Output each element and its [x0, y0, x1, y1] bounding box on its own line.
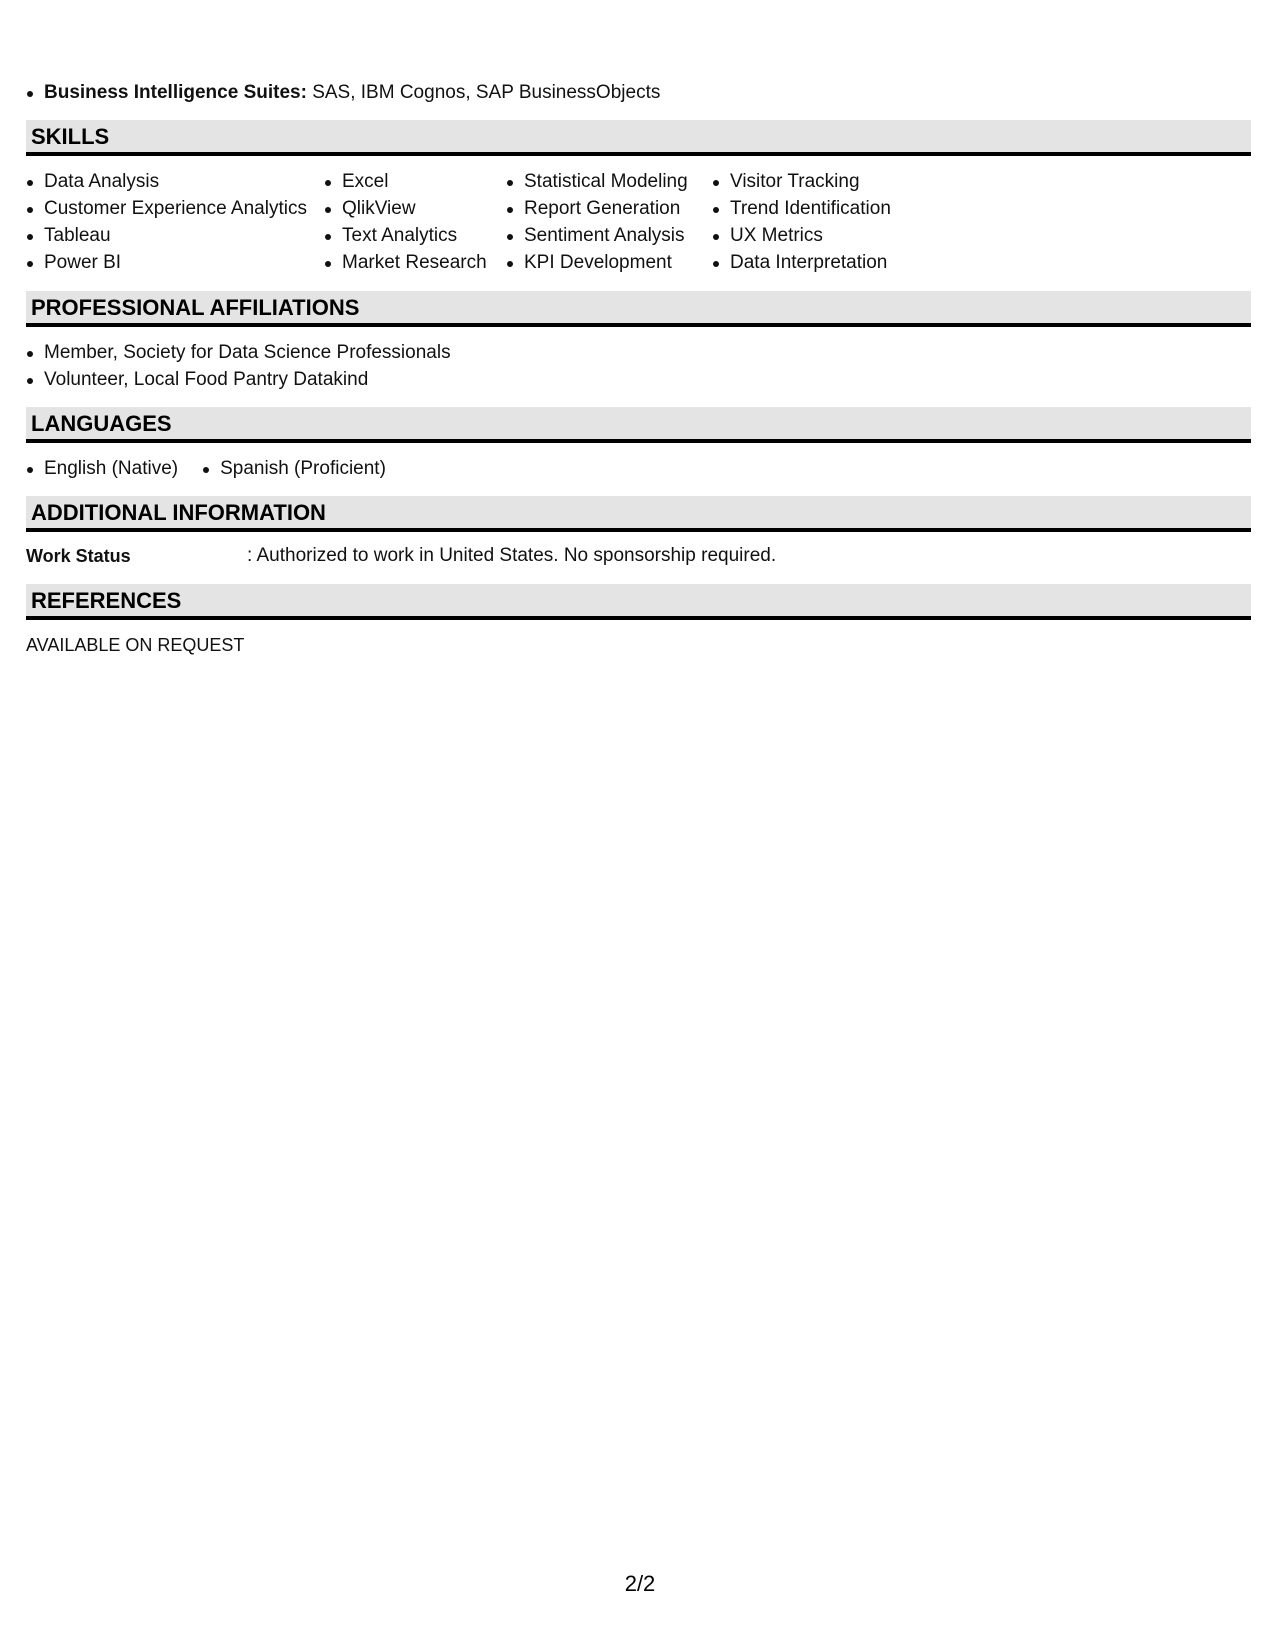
- skills-column-4: [712, 168, 891, 276]
- bi-suites-item: [26, 79, 660, 106]
- skill-item: KPI Development: [506, 249, 688, 276]
- skill-item: Data Analysis: [26, 168, 307, 195]
- page-number: 2/2: [624, 1571, 656, 1596]
- affiliation-item: Member, Society for Data Science Professionals: [26, 339, 451, 366]
- work-status-label: Work Status: [26, 546, 131, 566]
- additional-info-section-header: [26, 496, 1251, 532]
- additional-info-heading: ADDITIONAL INFORMATION: [31, 500, 326, 525]
- bi-suites-label: Business Intelligence Suites:: [44, 82, 307, 103]
- skill-item: Market Research: [324, 249, 487, 276]
- skills-column-3: [506, 168, 688, 276]
- skills-column-2: [324, 168, 487, 276]
- skill-item: Excel: [324, 168, 487, 195]
- skill-item: Data Interpretation: [712, 249, 891, 276]
- languages-heading: LANGUAGES: [31, 411, 172, 436]
- skill-item: UX Metrics: [712, 222, 891, 249]
- affiliation-item: Volunteer, Local Food Pantry Datakind: [26, 366, 451, 393]
- references-heading: REFERENCES: [31, 588, 182, 613]
- references-section-header: [26, 584, 1251, 620]
- skill-item: Tableau: [26, 222, 307, 249]
- skills-column-1: [26, 168, 307, 276]
- languages-list: [26, 455, 410, 482]
- affiliations-section-header: [26, 291, 1251, 327]
- work-status-value: : Authorized to work in United States. No sponsorship required.: [247, 545, 777, 566]
- bi-suites-list: [26, 79, 660, 106]
- language-item: Spanish (Proficient): [202, 455, 386, 482]
- language-item: English (Native): [26, 455, 178, 482]
- skills-heading: SKILLS: [31, 124, 110, 149]
- references-text: AVAILABLE ON REQUEST: [26, 635, 245, 655]
- skill-item: Power BI: [26, 249, 307, 276]
- bi-suites-value: SAS, IBM Cognos, SAP BusinessObjects: [306, 82, 661, 103]
- skill-item: Trend Identification: [712, 195, 891, 222]
- languages-section-header: [26, 407, 1251, 443]
- resume-page-2: [26, 0, 1251, 1650]
- affiliations-list: [26, 339, 451, 393]
- affiliations-heading: PROFESSIONAL AFFILIATIONS: [31, 295, 360, 320]
- skill-item: Sentiment Analysis: [506, 222, 688, 249]
- skill-item: Text Analytics: [324, 222, 487, 249]
- skill-item: Statistical Modeling: [506, 168, 688, 195]
- skill-item: QlikView: [324, 195, 487, 222]
- skill-item: Report Generation: [506, 195, 688, 222]
- skills-section-header: [26, 120, 1251, 156]
- skill-item: Visitor Tracking: [712, 168, 891, 195]
- skill-item: Customer Experience Analytics: [26, 195, 307, 222]
